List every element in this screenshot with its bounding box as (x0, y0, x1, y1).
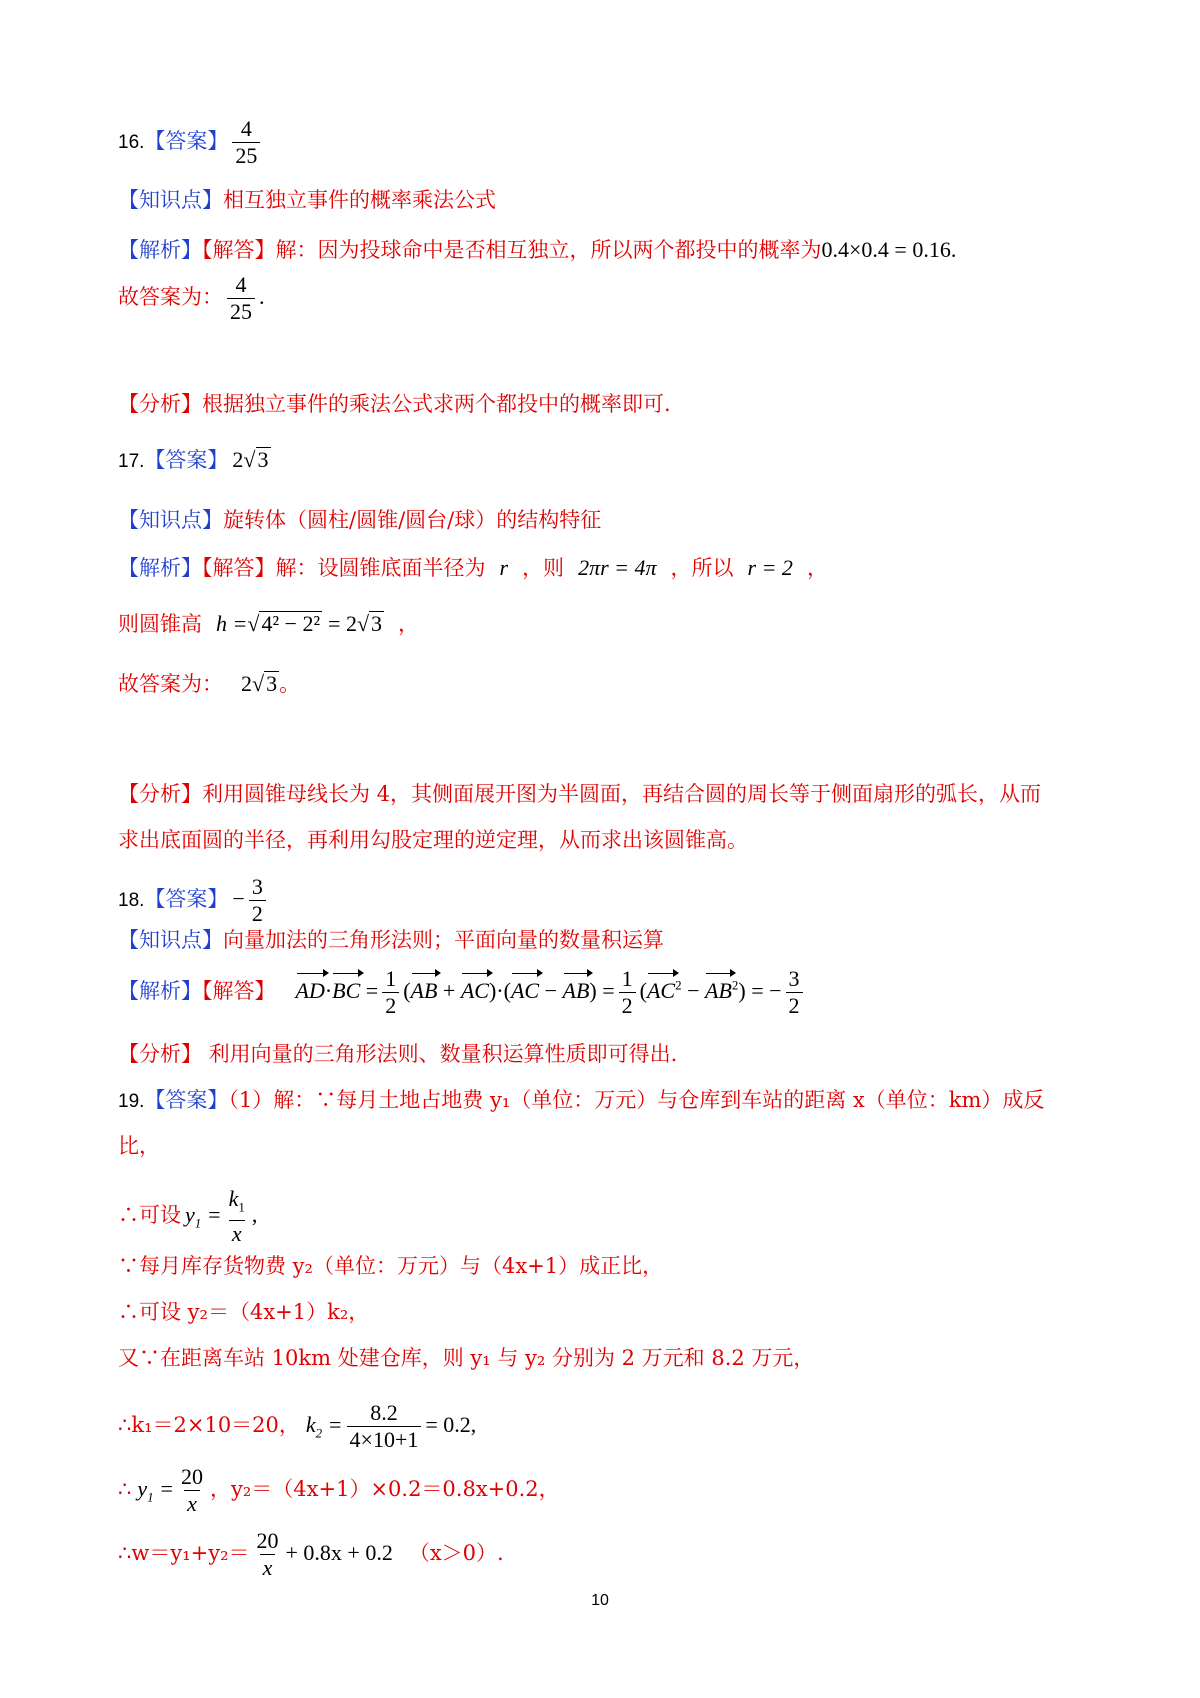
remark-text: 根据独立事件的乘法公式求两个都投中的概率即可. (202, 392, 671, 416)
result-label: 故答案为： (118, 672, 223, 696)
radicand: 4² − 2² (261, 611, 321, 636)
q16-analysis-line (118, 236, 956, 264)
q19-text: （1）解：∵每月土地占地费 y₁（单位：万元）与仓库到车站的距离 x（单位：km）成反 (228, 1088, 1045, 1112)
comma: ， (398, 612, 420, 636)
answer-radicand: 3 (257, 447, 269, 472)
remark-text: 利用圆锥母线长为 4，其侧面展开图为半圆面，再结合圆的周长等于侧面扇形的弧长，从而 (202, 782, 1042, 806)
solution-tag: 【解答】 (202, 979, 276, 1003)
answer-coef: 2 (232, 447, 244, 472)
answer-tag: 【答案】 (144, 448, 229, 472)
q18-number: 18. (118, 890, 145, 911)
formula-k1-over-x: $\frac{k_1}{x}$ (228, 1186, 245, 1247)
equation: = 2 (328, 611, 357, 636)
page-number: 10 (591, 1592, 609, 1609)
q19-line9 (118, 1528, 504, 1581)
vector-formula: (AB + AC)·(AC − AB) = (403, 978, 615, 1003)
solution-text: 解：设圆锥底面半径为 (275, 556, 486, 580)
sqrt-sign: √ (247, 611, 260, 636)
q17-result-line (118, 670, 300, 698)
formula-k2: $k_2$ = (305, 1412, 343, 1441)
solution-tag: 【解答】 (202, 238, 276, 262)
solution-math: 0.4×0.4 = 0.16 (821, 237, 951, 262)
q18-remark-line (118, 1040, 677, 1068)
analysis-tag: 【解析】 (118, 238, 202, 262)
q17-answer-line (118, 446, 271, 476)
comma: , (251, 1202, 258, 1228)
formula-20-over-x: $\frac{20}{x}$ (181, 1464, 203, 1516)
result-coef: 2 (241, 671, 252, 696)
knowledge-text: 旋转体（圆柱/圆锥/圆台/球）的结构特征 (223, 508, 602, 532)
q19-number: 19. (118, 1091, 145, 1112)
half-fraction: $\frac{1}{2}$ (382, 966, 399, 1019)
q16-knowledge-line (118, 186, 496, 214)
comma: ， (806, 556, 828, 580)
radicand: 3 (371, 611, 383, 636)
knowledge-tag: 【知识点】 (118, 928, 223, 952)
q19-line4 (118, 1252, 663, 1280)
vector-formula: $(AC^2 - AB^2)$ = − (639, 977, 782, 1003)
q19-line5 (118, 1298, 369, 1326)
q19-text: ∴可设 y₂＝（4x+1）k₂， (118, 1300, 370, 1324)
answer-tag: 【答案】 (144, 887, 229, 911)
q19-text: ∴可设 (118, 1203, 181, 1228)
q16-remark-line (118, 390, 671, 418)
remark-tag: 【分析】 (118, 782, 202, 806)
q19-text: ，y₂＝（4x+1）×0.2＝0.8x+0.2， (210, 1477, 560, 1501)
q16-result-line (118, 272, 265, 325)
q17-number: 17. (118, 451, 145, 472)
minus-sign: − (232, 886, 245, 911)
q18-knowledge-line (118, 926, 664, 954)
q17-height-line (118, 610, 419, 638)
var-r: r (499, 555, 509, 580)
remark-text: 利用向量的三角形法则、数量积运算性质即可得出. (202, 1042, 678, 1066)
q19-text: ∴ (118, 1477, 132, 1501)
sqrt-sign: √ (252, 671, 265, 696)
formula-k2-fraction: $\frac{8.2}{4\times 10+1}$ (347, 1400, 422, 1453)
knowledge-text: 向量加法的三角形法则；平面向量的数量积运算 (223, 928, 664, 952)
q16-number: 16. (118, 132, 145, 153)
remark-text: 求出底面圆的半径，再利用勾股定理的逆定理，从而求出该圆锥高。 (118, 828, 748, 852)
q16-answer-line (118, 116, 264, 169)
solution-text: ，所以 (670, 556, 734, 580)
half-fraction: $\frac{1}{2}$ (619, 966, 636, 1019)
q19-line7 (118, 1400, 476, 1453)
formula-y1: $y_1$ = (137, 1476, 174, 1505)
q19-text: 又∵在距离车站 10km 处建仓库，则 y₁ 与 y₂ 分别为 2 万元和 8.2 万元， (118, 1346, 815, 1370)
equation: r = 2 (747, 555, 793, 580)
q19-text: ∴w＝y₁+y₂＝ (118, 1541, 250, 1565)
q19-text: ∵每月库存货物费 y₂（单位：万元）与（4x+1）成正比， (118, 1254, 664, 1278)
formula-y1: $y_1$ = (185, 1202, 222, 1231)
q19-line8 (118, 1464, 560, 1517)
analysis-tag: 【解析】 (118, 979, 202, 1003)
q19-text: ∴k₁＝2×10＝20， (118, 1413, 300, 1437)
formula-result: = 0.2 (425, 1412, 471, 1437)
q19-text: 比， (118, 1134, 160, 1158)
sqrt-sign: √ (356, 611, 370, 636)
q16-result-fraction: $\frac{4}{25}$ (227, 272, 255, 325)
solution-text: ，则 (522, 556, 565, 580)
q18-answer-fraction: $\frac{3}{2}$ (249, 874, 266, 927)
equation: h = (216, 611, 248, 636)
answer-tag: 【答案】 (144, 1088, 229, 1112)
formula-tail: + 0.8x + 0.2 (285, 1540, 393, 1565)
remark-tag: 【分析】 (118, 392, 202, 416)
q17-analysis-line (118, 554, 828, 582)
period: . (950, 237, 957, 262)
vector-formula: AD·BC = (295, 978, 379, 1003)
sqrt-sign: √ (243, 447, 256, 472)
answer-tag: 【答案】 (144, 129, 229, 153)
q19-line6 (118, 1344, 814, 1372)
comma: , (470, 1412, 477, 1437)
result-label: 故答案为： (118, 285, 223, 309)
solution-tag: 【解答】 (202, 556, 276, 580)
q17-remark-line2 (118, 826, 748, 854)
equation: 2πr = 4π (578, 555, 657, 580)
radicand: 3 (266, 671, 278, 696)
solution-text: 解：因为投球命中是否相互独立，所以两个都投中的概率为 (275, 238, 822, 262)
period: 。 (279, 672, 301, 696)
formula-20-over-x: $\frac{20}{x}$ (256, 1528, 279, 1580)
analysis-tag: 【解析】 (118, 556, 202, 580)
q18-answer-line (118, 874, 270, 927)
q18-analysis-line (118, 966, 807, 1019)
domain-condition: （x＞0）. (408, 1541, 504, 1565)
knowledge-text: 相互独立事件的概率乘法公式 (223, 188, 496, 212)
result-fraction: $\frac{3}{2}$ (786, 966, 803, 1019)
remark-tag: 【分析】 (118, 1042, 202, 1066)
period: . (259, 284, 265, 309)
q19-line2 (118, 1132, 160, 1160)
q17-knowledge-line (118, 506, 601, 534)
height-label: 则圆锥高 (118, 612, 202, 636)
q16-answer-fraction: $\frac{4}{25}$ (232, 116, 260, 169)
q19-line3 (118, 1186, 257, 1247)
q17-remark-line1 (118, 780, 1041, 808)
knowledge-tag: 【知识点】 (118, 508, 223, 532)
q19-line1 (118, 1086, 1044, 1116)
knowledge-tag: 【知识点】 (118, 188, 223, 212)
